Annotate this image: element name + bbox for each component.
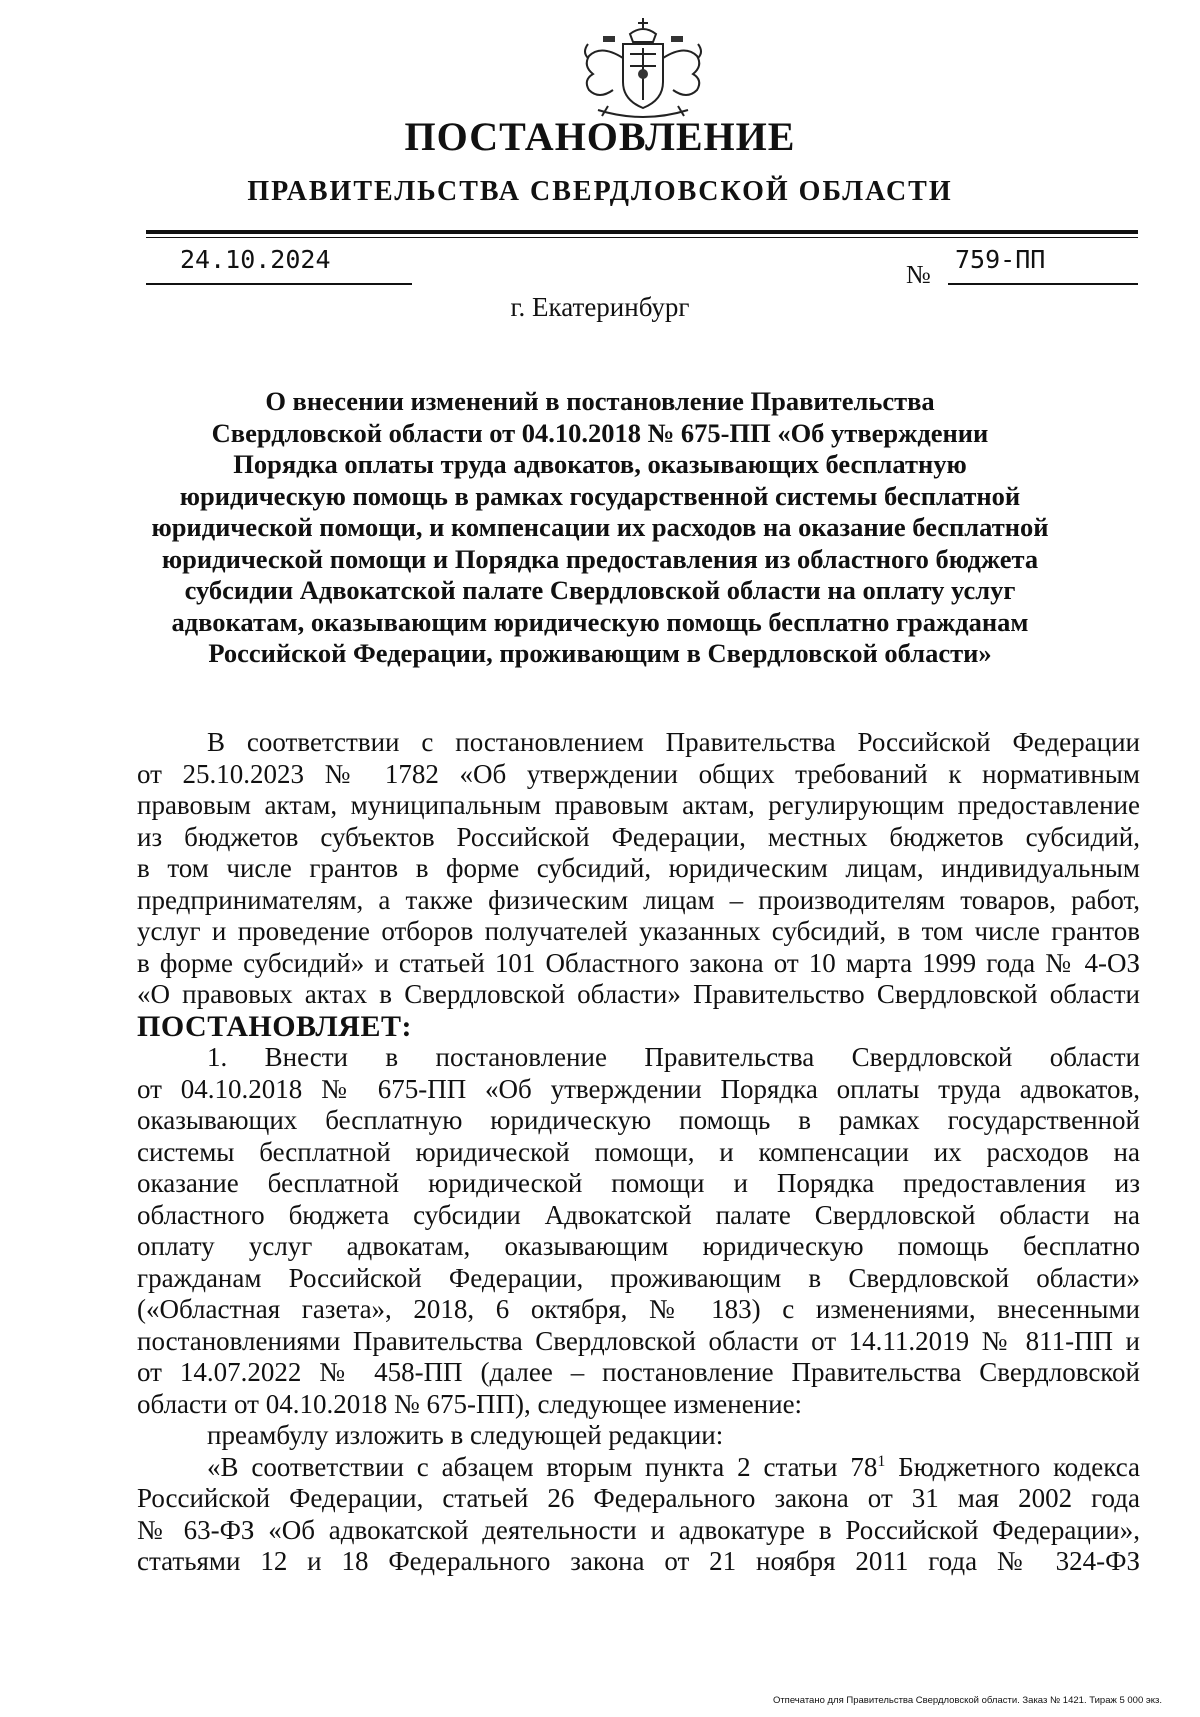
- heading-line: Свердловской области от 04.10.2018 № 675-ПП «Об утверждении: [211, 417, 989, 448]
- quote-first-line: [137, 1452, 1140, 1484]
- body-line: оказание бесплатной юридической помощи и Порядка предоставления из: [137, 1168, 1140, 1198]
- body-line: в форме субсидий» и статьей 101 Областного закона от 10 марта 1999 года № 4-ОЗ: [137, 947, 1140, 978]
- document-body: [137, 727, 1140, 1578]
- heading-line: О внесении изменений в постановление Правительства: [265, 386, 935, 416]
- body-line: В соответствии с постановлением Правительства Российской Федерации: [207, 727, 1140, 757]
- body-line: № 63-ФЗ «Об адвокатской деятельности и адвокатуре в Российской Федерации»,: [137, 1514, 1140, 1545]
- body-line: предпринимателям, а также физическим лицам – производителям товаров, работ,: [137, 884, 1140, 915]
- body-line: 1. Внести в постановление Правительства Свердловской области: [207, 1042, 1140, 1072]
- heading-line: субсидии Адвокатской палате Свердловской области на оплату услуг: [184, 575, 1016, 605]
- quote-text: «В соответствии с абзацем вторым пункта 2 статьи 78: [207, 1451, 878, 1482]
- article-superscript: 1: [877, 1452, 886, 1470]
- document-subtitle: ПРАВИТЕЛЬСТВА СВЕРДЛОВСКОЙ ОБЛАСТИ: [247, 176, 953, 207]
- body-line: из бюджетов субъектов Российской Федерации, местных бюджетов субсидий,: [137, 821, 1140, 852]
- body-line: оплату услуг адвокатам, оказывающим юридическую помощь бесплатно: [137, 1231, 1140, 1261]
- heading-line: юридическую помощь в рамках государственной системы бесплатной: [179, 480, 1021, 511]
- body-line: оказывающих бесплатную юридическую помощь в рамках государственной: [137, 1105, 1140, 1135]
- body-line: системы бесплатной юридической помощи, и компенсации их расходов на: [137, 1136, 1140, 1167]
- body-line: области от 04.10.2018 № 675-ПП), следующее изменение:: [137, 1388, 803, 1419]
- heading-line: юридической помощи и Порядка предоставления из областного бюджета: [161, 543, 1039, 574]
- header-rule-thick: [146, 230, 1138, 234]
- body-line: Российской Федерации, статьей 26 Федерального закона от 31 мая 2002 года: [137, 1483, 1140, 1513]
- document-title: ПОСТАНОВЛЕНИЕ: [404, 114, 796, 159]
- document-number: 759-ПП: [955, 245, 1046, 274]
- body-line: от 25.10.2023 № 1782 «Об утверждении общих требований к нормативным: [137, 758, 1140, 789]
- body-line: «О правовых актах в Свердловской области» Правительство Свердловской области: [137, 979, 1140, 1009]
- body-line: правовым актам, муниципальным правовым актам, регулирующим предоставление: [137, 790, 1140, 820]
- body-line: постановлениями Правительства Свердловской области от 14.11.2019 № 811-ПП и: [137, 1325, 1140, 1356]
- body-line: («Областная газета», 2018, 6 октября, № 183) с изменениями, внесенными: [137, 1294, 1140, 1324]
- body-line: в том числе грантов в форме субсидий, юридическим лицам, индивидуальным: [137, 853, 1140, 883]
- decree-word: ПОСТАНОВЛЯЕТ:: [137, 1009, 412, 1043]
- document-date: 24.10.2024: [180, 245, 331, 274]
- document-heading: [120, 386, 1080, 670]
- heading-line: адвокатам, оказывающим юридическую помощь бесплатно гражданам: [171, 606, 1029, 637]
- body-line: гражданам Российской Федерации, проживающим в Свердловской области»: [137, 1262, 1140, 1293]
- heading-line: Порядка оплаты труда адвокатов, оказывающих бесплатную: [233, 449, 967, 479]
- date-underline: [146, 283, 412, 285]
- body-line: от 14.07.2022 № 458-ПП (далее – постановление Правительства Свердловской: [137, 1357, 1140, 1387]
- print-note: Отпечатано для Правительства Свердловской области. Заказ № 1421. Тираж 5 000 экз.: [772, 1695, 1162, 1706]
- document-city: г. Екатеринбург: [510, 292, 690, 322]
- body-line: услуг и проведение отборов получателей указанных субсидий, в том числе грантов: [137, 916, 1140, 946]
- number-underline: [948, 283, 1138, 285]
- body-line: от 04.10.2018 № 675-ПП «Об утверждении Порядка оплаты труда адвокатов,: [137, 1073, 1140, 1104]
- body-line: областного бюджета субсидии Адвокатской палате Свердловской области на: [137, 1199, 1140, 1230]
- heading-line: юридической помощи, и компенсации их расходов на оказание бесплатной: [151, 512, 1049, 542]
- heading-line: Российской Федерации, проживающим в Свердловской области»: [208, 638, 992, 668]
- header-rule-thin: [146, 237, 1138, 238]
- body-line: преамбулу изложить в следующей редакции:: [207, 1420, 724, 1450]
- body-line: статьями 12 и 18 Федерального закона от 21 ноября 2011 года № 324-ФЗ: [137, 1546, 1140, 1576]
- quote-text: Бюджетного кодекса: [885, 1451, 1140, 1482]
- number-sign: №: [906, 260, 931, 289]
- coat-of-arms-emblem: [568, 14, 718, 119]
